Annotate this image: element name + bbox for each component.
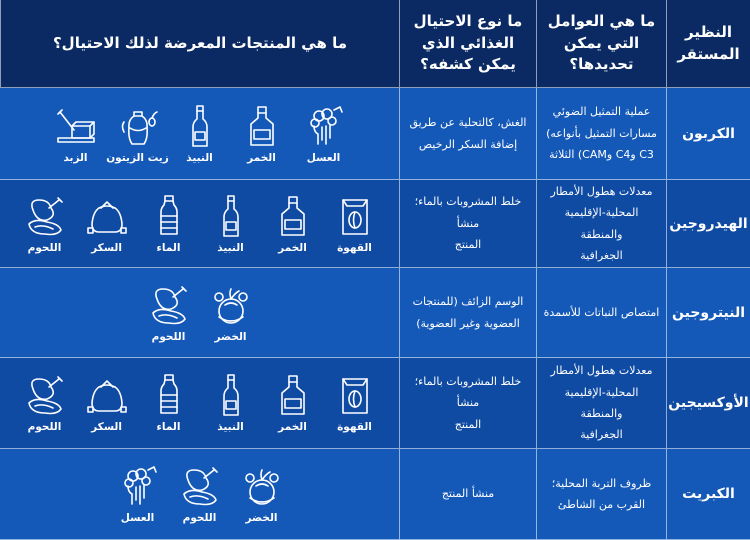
- coffee-bag-icon: [333, 194, 377, 238]
- product-label: الخمر: [278, 421, 307, 433]
- text-line: امتصاص النباتات للأسمدة: [543, 305, 660, 319]
- text-line: العضوية وغير العضوية): [416, 316, 520, 330]
- text-line: القرب من الشاطئ: [557, 498, 646, 511]
- text-line: معدلات هطول الأمطار: [550, 184, 653, 198]
- product-item: [330, 373, 380, 433]
- text-line: المنتج: [454, 238, 482, 252]
- meat-icon: [23, 194, 67, 238]
- liquor-bottle-icon: [271, 194, 315, 238]
- product-item: [206, 373, 256, 433]
- product-item: [237, 104, 287, 164]
- text-line: خلط المشروبات بالماء؛ منشأ: [414, 195, 522, 230]
- product-item: [206, 283, 256, 343]
- isotope-name: الأوكسيجين: [666, 358, 750, 449]
- text-line: إضافة السكر الرخيص: [418, 137, 518, 151]
- text-line: معدلات هطول الأمطار: [550, 364, 653, 378]
- honey-icon: [302, 104, 346, 148]
- product-label: العسل: [306, 151, 341, 164]
- products-cell: [0, 88, 399, 180]
- isotope-name: الهيدروجين: [666, 180, 750, 268]
- product-label: اللحوم: [27, 421, 62, 433]
- product-label: القهوة: [337, 241, 372, 254]
- fraud-cell: [399, 88, 536, 180]
- text-line: C3 وC4 وCAM) الثلاثة: [549, 148, 654, 162]
- water-bottle-icon: [147, 373, 191, 417]
- factors-cell: [536, 180, 666, 268]
- text-line: المحلية-الإقليمية والمنطقة: [564, 206, 639, 241]
- wine-bottle-icon: [209, 373, 253, 417]
- product-item: [268, 373, 318, 433]
- product-label: النبيذ: [217, 241, 244, 254]
- header-products: ما هي المنتجات المعرضة لذلك الاحتيال؟: [0, 0, 399, 88]
- product-label: النبيذ: [186, 151, 213, 164]
- meat-icon: [178, 464, 222, 508]
- product-label: السكر: [91, 421, 122, 433]
- honey-icon: [116, 464, 160, 508]
- product-label: الخمر: [278, 241, 307, 254]
- product-item: [144, 283, 194, 343]
- header-factors: ما هي العوامل التي يمكن تحديدها؟: [536, 0, 666, 88]
- product-item: [175, 464, 225, 524]
- product-label: زيت الزيتون: [106, 151, 169, 164]
- product-label: الخضر: [245, 512, 278, 524]
- sugar-sack-icon: [85, 194, 129, 238]
- fraud-cell: [399, 449, 536, 540]
- text-line: عملية التمثيل الضوئي: [552, 105, 651, 119]
- product-label: الخضر: [214, 330, 247, 343]
- fraud-cell: [399, 268, 536, 358]
- text-line: الوسم الزائف (للمنتجات: [412, 295, 524, 309]
- text-line: المنتج: [454, 417, 482, 431]
- meat-icon: [23, 373, 67, 417]
- vegetables-icon: [209, 283, 253, 327]
- fraud-cell: [399, 358, 536, 449]
- product-item: [206, 194, 256, 254]
- text-line: ظروف التربة المحلية؛: [551, 476, 652, 490]
- product-list: [0, 373, 399, 433]
- product-list: [0, 104, 399, 164]
- product-label: العسل: [120, 512, 155, 524]
- isotope-name: الكبريت: [666, 449, 750, 540]
- coffee-bag-icon: [333, 373, 377, 417]
- product-label: الماء: [156, 421, 181, 433]
- product-label: النبيذ: [217, 421, 244, 433]
- product-item: [82, 373, 132, 433]
- product-item: [268, 194, 318, 254]
- vegetables-icon: [240, 464, 284, 508]
- product-label: اللحوم: [27, 241, 62, 254]
- product-item: [82, 194, 132, 254]
- product-item: [20, 373, 70, 433]
- header-isotope: النظير المستقر: [666, 0, 750, 88]
- product-item: [51, 104, 101, 164]
- isotope-name: النيتروجين: [666, 268, 750, 358]
- product-item: [330, 194, 380, 254]
- fraud-cell: [399, 180, 536, 268]
- product-label: الزبد: [63, 151, 88, 164]
- product-list: [0, 464, 399, 524]
- olive-oil-icon: [116, 104, 160, 148]
- product-item: [20, 194, 70, 254]
- product-item: [144, 373, 194, 433]
- text-line: الغش، كالتحلية عن طريق: [409, 116, 527, 130]
- product-item: [175, 104, 225, 164]
- water-bottle-icon: [147, 194, 191, 238]
- text-line: منشأ المنتج: [441, 487, 495, 501]
- products-cell: [0, 449, 399, 540]
- product-item: [237, 464, 287, 524]
- product-label: الخمر: [247, 151, 276, 164]
- factors-cell: [536, 88, 666, 180]
- product-label: السكر: [91, 241, 122, 254]
- header-fraud-type: ما نوع الاحتيال الغذائي الذي يمكن كشفه؟: [399, 0, 536, 88]
- products-cell: [0, 358, 399, 449]
- meat-icon: [147, 283, 191, 327]
- liquor-bottle-icon: [271, 373, 315, 417]
- text-line: خلط المشروبات بالماء؛ منشأ: [414, 374, 522, 410]
- product-label: الماء: [156, 241, 181, 254]
- product-item: [144, 194, 194, 254]
- products-cell: [0, 180, 399, 268]
- product-item: [299, 104, 349, 164]
- product-label: القهوة: [337, 421, 372, 433]
- factors-cell: [536, 449, 666, 540]
- product-list: [0, 194, 399, 254]
- liquor-bottle-icon: [240, 104, 284, 148]
- text-line: الجغرافية: [580, 428, 623, 442]
- butter-icon: [54, 104, 98, 148]
- isotope-name: الكربون: [666, 88, 750, 180]
- products-cell: [0, 268, 399, 358]
- factors-cell: [536, 268, 666, 358]
- wine-bottle-icon: [178, 104, 222, 148]
- text-line: الجغرافية: [580, 248, 623, 262]
- wine-bottle-icon: [209, 194, 253, 238]
- factors-cell: [536, 358, 666, 449]
- product-item: [113, 464, 163, 524]
- product-label: اللحوم: [151, 330, 186, 343]
- product-item: [106, 104, 169, 164]
- text-line: مسارات التمثيل بأنواعه): [546, 126, 657, 140]
- product-label: اللحوم: [182, 512, 217, 524]
- sugar-sack-icon: [85, 373, 129, 417]
- product-list: [0, 283, 399, 343]
- text-line: المحلية-الإقليمية والمنطقة: [564, 385, 639, 420]
